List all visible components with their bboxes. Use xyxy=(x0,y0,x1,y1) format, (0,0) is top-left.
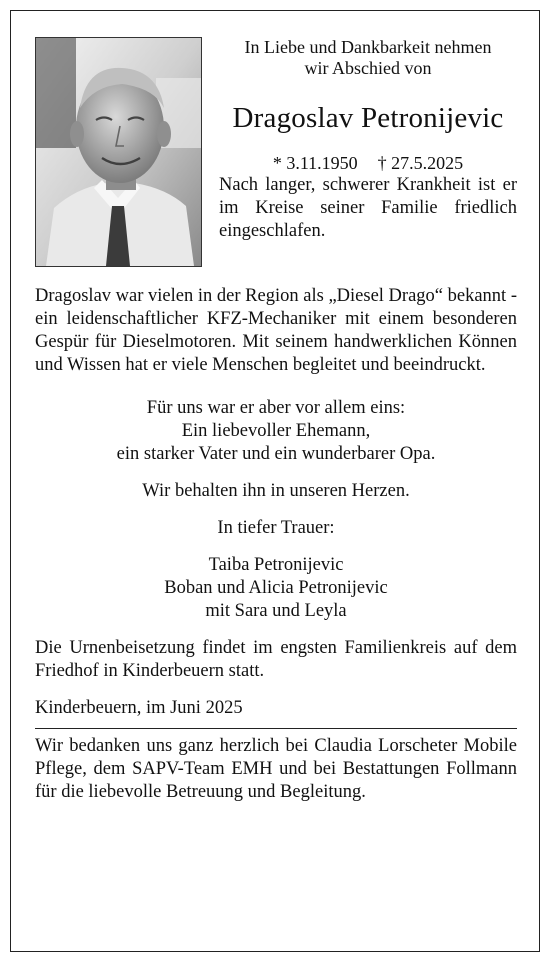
intro-line-1: In Liebe und Dankbarkeit nehmen xyxy=(244,37,492,57)
mourners-list xyxy=(35,554,517,623)
tribute-line: Für uns war er aber vor allem eins: xyxy=(146,398,406,418)
hearts-line: Wir behalten ihn in unseren Herzen. xyxy=(142,481,410,501)
burial-paragraph: Die Urnenbeisetzung findet im engsten Familienkreis auf dem Friedhof in Kinderbeuern statt. xyxy=(35,638,517,681)
header-column xyxy=(219,37,517,243)
mourner-name: Taiba Petronijevic xyxy=(208,555,344,575)
life-dates xyxy=(219,153,517,174)
divider xyxy=(35,728,517,729)
tribute-block xyxy=(35,397,517,466)
intro-line-2: wir Abschied von xyxy=(304,58,432,78)
illness-text: Nach langer, schwerer Krankheit ist er im Kreise seiner Familie friedlich eingeschlafen. xyxy=(219,175,517,241)
portrait-illustration xyxy=(36,38,201,266)
obituary-notice xyxy=(10,10,540,952)
about-paragraph: Dragoslav war vielen in der Region als „Diesel Drago“ bekannt - ein leidenschaftlicher KFZ-Mechaniker mit einem besonderen Gespür für Dieselmotoren. Mit seinem handwerklichen Können und Wissen hat er viele Menschen begleitet und beeindruckt. xyxy=(35,286,517,375)
place-date: Kinderbeuern, im Juni 2025 xyxy=(35,698,243,718)
notice-body xyxy=(35,285,517,804)
tribute-line: Ein liebevoller Ehemann, xyxy=(181,421,371,441)
deceased-name: Dragoslav Petronijevic xyxy=(232,102,504,134)
mourning-label: In tiefer Trauer: xyxy=(217,518,335,538)
portrait-photo xyxy=(35,37,202,267)
tribute-line: ein starker Vater und ein wunderbarer Opa. xyxy=(116,444,436,464)
thanks-paragraph: Wir bedanken uns ganz herzlich bei Claudia Lorscheter Mobile Pflege, dem SAPV-Team EMH und bei Bestattungen Follmann für die liebevolle Betreuung und Begleitung. xyxy=(35,736,517,802)
mourner-name: mit Sara und Leyla xyxy=(205,601,347,621)
birth-date: * 3.11.1950 xyxy=(272,153,358,173)
mourner-name: Boban und Alicia Petronijevic xyxy=(164,578,388,598)
death-date: † 27.5.2025 xyxy=(377,153,464,173)
